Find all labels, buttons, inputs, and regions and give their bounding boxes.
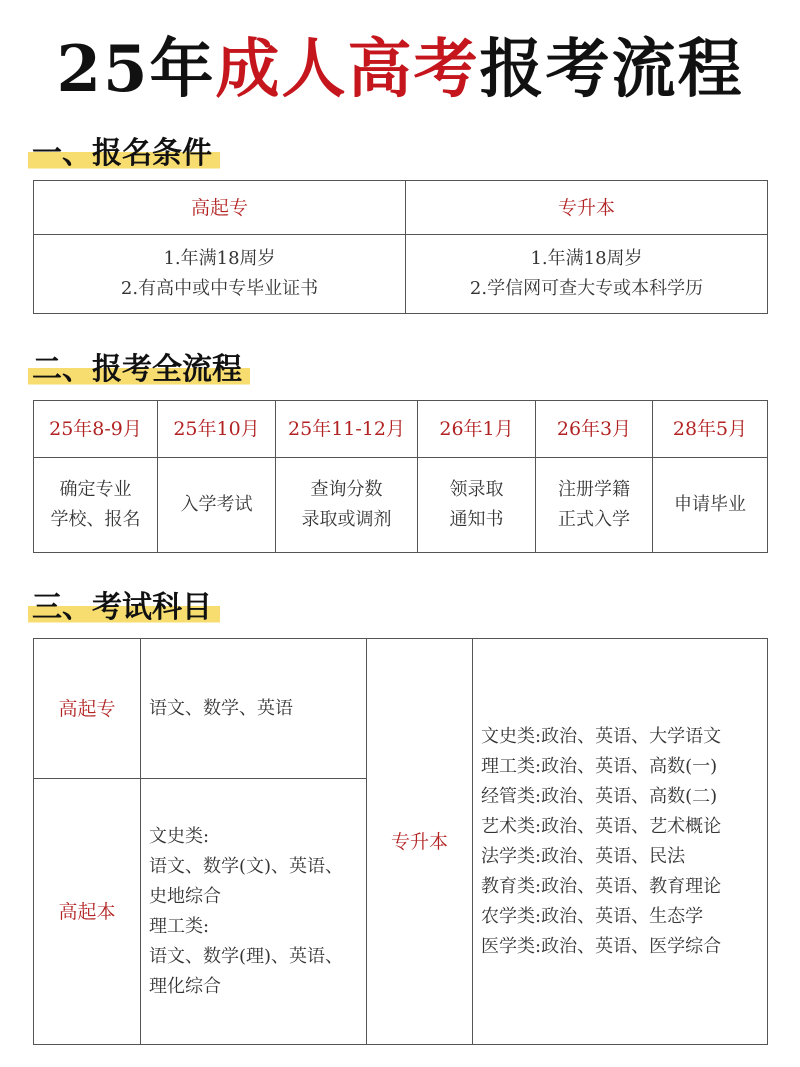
step-line: 入学考试 — [180, 494, 253, 515]
subjects-table — [33, 638, 768, 1045]
title-part: 25年 — [56, 32, 216, 107]
step-line: 领录取 — [449, 479, 504, 500]
conditions-table — [33, 180, 768, 314]
step-line: 正式入学 — [558, 509, 630, 530]
step-line: 通知书 — [449, 509, 504, 530]
subject-line: 理化综合 — [149, 975, 221, 997]
section-heading-conditions: 一、报名条件 — [28, 128, 220, 172]
subject-line: 语文、数学(文)、英语、 — [149, 855, 344, 877]
subject-line: 史地综合 — [149, 885, 221, 907]
section-heading-process: 二、报考全流程 — [28, 344, 250, 388]
title-highlight: 成人高考 — [215, 32, 480, 107]
subject-line: 教育类:政治、英语、教育理论 — [481, 875, 722, 897]
gqz-label: 高起专 — [34, 639, 141, 779]
condition-line: 1.年满18周岁 — [163, 248, 276, 269]
subject-line: 医学类:政治、英语、医学综合 — [481, 935, 722, 957]
date-cell: 25年11-12月 — [276, 401, 418, 458]
condition-line: 2.有高中或中专毕业证书 — [120, 278, 319, 299]
step-line: 注册学籍 — [558, 479, 630, 500]
step-cell — [653, 458, 768, 553]
header-cell: 高起专 — [34, 181, 406, 235]
section-heading-subjects: 三、考试科目 — [28, 582, 220, 626]
process-table — [33, 400, 768, 553]
title-part: 报考流程 — [479, 32, 744, 107]
subject-line: 法学类:政治、英语、民法 — [481, 845, 686, 867]
header-cell: 专升本 — [406, 181, 768, 235]
zsb-label: 专升本 — [367, 639, 473, 1045]
subject-line: 艺术类:政治、英语、艺术概论 — [481, 815, 722, 837]
page-title — [0, 18, 800, 110]
date-cell: 28年5月 — [653, 401, 768, 458]
step-line: 申请毕业 — [674, 494, 746, 515]
step-cell — [536, 458, 653, 553]
condition-line: 2.学信网可查大专或本科学历 — [469, 278, 704, 299]
date-cell: 26年3月 — [536, 401, 653, 458]
step-line: 学校、报名 — [50, 509, 141, 530]
gqz-subjects: 语文、数学、英语 — [141, 639, 367, 779]
step-line: 确定专业 — [59, 479, 132, 500]
subject-line: 文史类: — [149, 825, 210, 847]
subject-line: 农学类:政治、英语、生态学 — [481, 905, 704, 927]
conditions-cell — [406, 235, 768, 314]
step-cell — [34, 458, 158, 553]
step-line: 录取或调剂 — [301, 509, 392, 530]
step-cell — [418, 458, 536, 553]
gqb-subjects — [141, 779, 367, 1045]
subject-line: 理工类:政治、英语、高数(一) — [481, 755, 718, 777]
subject-line: 理工类: — [149, 915, 210, 937]
step-line: 查询分数 — [310, 479, 383, 500]
gqb-label: 高起本 — [34, 779, 141, 1045]
step-cell — [276, 458, 418, 553]
date-cell: 25年8-9月 — [34, 401, 158, 458]
date-cell: 25年10月 — [158, 401, 276, 458]
zsb-subjects — [473, 639, 768, 1045]
subject-line: 语文、数学(理)、英语、 — [149, 945, 344, 967]
condition-line: 1.年满18周岁 — [530, 248, 643, 269]
subject-line: 文史类:政治、英语、大学语文 — [481, 725, 722, 747]
date-cell: 26年1月 — [418, 401, 536, 458]
step-cell — [158, 458, 276, 553]
subject-line: 经管类:政治、英语、高数(二) — [481, 785, 718, 807]
conditions-cell — [34, 235, 406, 314]
